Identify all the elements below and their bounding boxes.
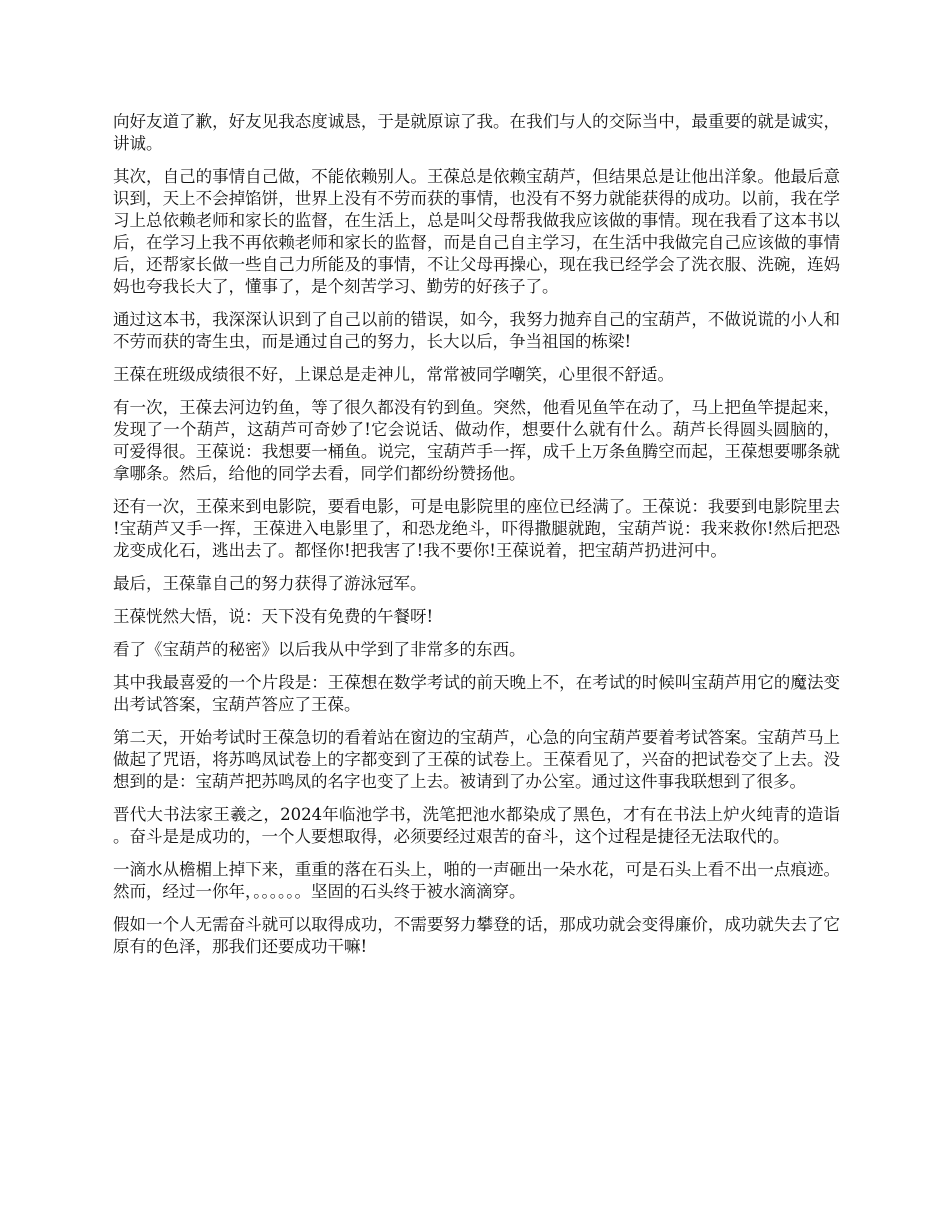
- paragraph-6: 还有一次，王葆来到电影院，要看电影，可是电影院里的座位已经满了。王葆说：我要到电影院里去!宝葫芦又手一挥，王葆进入电影里了，和恐龙绝斗，吓得撒腿就跑，宝葫芦说：我来救你!然后把恐龙变成化石，逃出去了。都怪你!把我害了!我不要你!王葆说着，把宝葫芦扔进河中。: [113, 497, 840, 560]
- paragraph-4: 王葆在班级成绩很不好，上课总是走神儿，常常被同学嘲笑，心里很不舒适。: [113, 365, 674, 384]
- paragraph-3: 通过这本书，我深深认识到了自己以前的错误，如今，我努力抛弃自己的宝葫芦，不做说谎的小人和不劳而获的寄生虫，而是通过自己的努力，长大以后，争当祖国的栋梁!: [113, 310, 840, 351]
- paragraph-13: 一滴水从檐楣上掉下来，重重的落在石头上，啪的一声砸出一朵水花，可是石头上看不出一点痕迹。然而，经过一你年，。。。。。。坚固的石头终于被水滴滴穿。: [113, 860, 840, 901]
- paragraph-14: 假如一个人无需奋斗就可以取得成功，不需要努力攀登的话，那成功就会变得廉价，成功就失去了它原有的色泽，那我们还要成功干嘛!: [113, 915, 840, 956]
- paragraph-5: 有一次，王葆去河边钓鱼，等了很久都没有钓到鱼。突然，他看见鱼竿在动了，马上把鱼竿提起来，发现了一个葫芦，这葫芦可奇妙了!它会说话、做动作，想要什么就有什么。葫芦长得圆头圆脑的，可爱得很。王葆说：我想要一桶鱼。说完，宝葫芦手一挥，成千上万条鱼腾空而起，王葆想要哪条就拿哪条。然后，给他的同学去看，同学们都纷纷赞扬他。: [113, 398, 840, 483]
- paragraph-7: 最后，王葆靠自己的努力获得了游泳冠军。: [113, 574, 427, 593]
- paragraph-11: 第二天，开始考试时王葆急切的看着站在窗边的宝葫芦，心急的向宝葫芦要着考试答案。宝葫芦马上做起了咒语，将苏鸣凤试卷上的字都变到了王葆的试卷上。王葆看见了，兴奋的把试卷交了上去。没想到的是：宝葫芦把苏鸣凤的名字也变了上去。被请到了办公室。通过这件事我联想到了很多。: [113, 728, 840, 791]
- paragraph-12: 晋代大书法家王羲之，2024年临池学书，洗笔把池水都染成了黑色，才有在书法上炉火纯青的造诣。奋斗是是成功的，一个人要想取得，必须要经过艰苦的奋斗，这个过程是捷径无法取代的。: [113, 805, 840, 846]
- paragraph-9: 看了《宝葫芦的秘密》以后我从中学到了非常多的东西。: [113, 640, 526, 659]
- paragraph-2: 其次，自己的事情自己做，不能依赖别人。王葆总是依赖宝葫芦，但结果总是让他出洋象。他最后意识到，天上不会掉馅饼，世界上没有不劳而获的事情，也没有不努力就能获得的成功。以前，我在学习上总依赖老师和家长的监督，在生活上，总是叫父母帮我做我应该做的事情。现在我看了这本书以后，在学习上我不再依赖老师和家长的监督，而是自己自主学习，在生活中我做完自己应该做的事情后，还帮家长做一些自己力所能及的事情，不让父母再操心，现在我已经学会了洗衣服、洗碗，连妈妈也夸我长大了，懂事了，是个刻苦学习、勤劳的好孩子了。: [113, 167, 840, 296]
- paragraph-1: 向好友道了歉，好友见我态度诚恳，于是就原谅了我。在我们与人的交际当中，最重要的就是诚实，讲诚。: [113, 112, 840, 153]
- paragraph-10: 其中我最喜爱的一个片段是：王葆想在数学考试的前天晚上不，在考试的时候叫宝葫芦用它的魔法变出考试答案，宝葫芦答应了王葆。: [113, 673, 840, 714]
- paragraph-8: 王葆恍然大悟，说：天下没有免费的午餐呀!: [113, 607, 434, 626]
- document-page: [113, 111, 840, 969]
